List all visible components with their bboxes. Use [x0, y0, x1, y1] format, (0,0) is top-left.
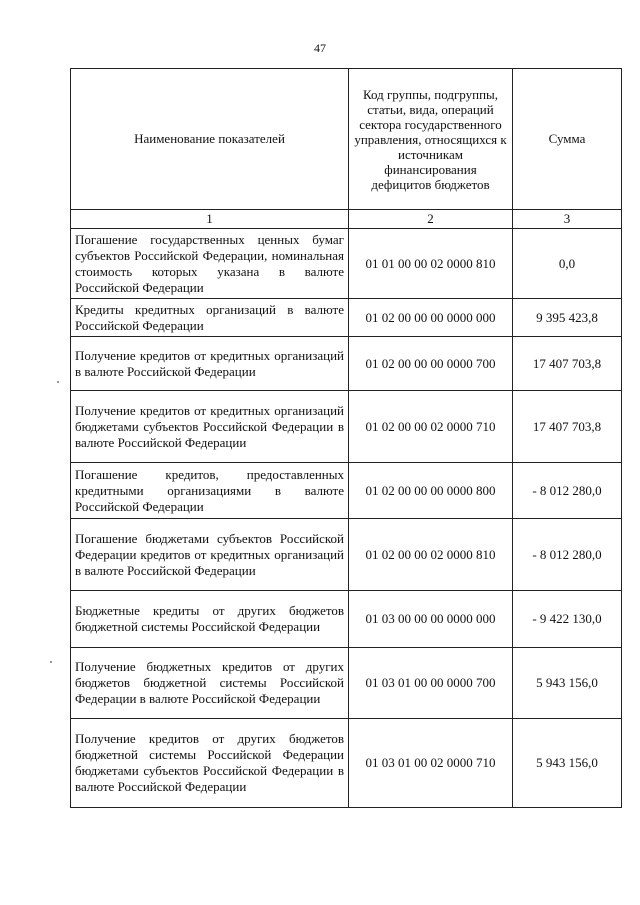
row-name: Погашение государственных ценных бумаг субъектов Российской Федерации, номинальная стоимость которых указана в валюте Российской Федерации — [71, 229, 349, 299]
row-name: Получение кредитов от других бюджетов бюджетной системы Российской Федерации бюджетами субъектов Российской Федерации в валюте Российской Федерации — [71, 719, 349, 808]
row-code: 01 02 00 00 00 0000 800 — [349, 463, 513, 519]
row-sum: 0,0 — [513, 229, 622, 299]
column-number: 2 — [349, 210, 513, 229]
page-number: 47 — [314, 41, 326, 55]
row-sum: 17 407 703,8 — [513, 391, 622, 463]
row-sum: 9 395 423,8 — [513, 299, 622, 337]
row-sum: 5 943 156,0 — [513, 648, 622, 719]
scan-speck — [50, 661, 52, 663]
row-code: 01 03 01 00 02 0000 710 — [349, 719, 513, 808]
row-name: Погашение бюджетами субъектов Российской Федерации кредитов от кредитных организаций в валюте Российской Федерации — [71, 519, 349, 591]
table-row — [71, 391, 622, 463]
table-row — [71, 648, 622, 719]
row-name: Погашение кредитов, предоставленных кредитными организациями в валюте Российской Федерации — [71, 463, 349, 519]
row-name: Получение кредитов от кредитных организаций в валюте Российской Федерации — [71, 337, 349, 391]
scan-speck — [57, 381, 59, 383]
financing-table — [70, 68, 622, 808]
row-name: Бюджетные кредиты от других бюджетов бюджетной системы Российской Федерации — [71, 591, 349, 648]
table-row — [71, 519, 622, 591]
row-code: 01 02 00 00 02 0000 810 — [349, 519, 513, 591]
column-number: 1 — [71, 210, 349, 229]
header-code: Код группы, подгруппы, статьи, вида, операций сектора государственного управления, относящихся к источникам финансирования дефицитов бюджетов — [349, 69, 513, 210]
table-row — [71, 591, 622, 648]
row-code: 01 02 00 00 02 0000 710 — [349, 391, 513, 463]
table-row — [71, 229, 622, 299]
row-code: 01 02 00 00 00 0000 700 — [349, 337, 513, 391]
column-number-row — [71, 210, 622, 229]
table-header-row — [71, 69, 622, 210]
table-row — [71, 463, 622, 519]
column-number: 3 — [513, 210, 622, 229]
row-name: Получение кредитов от кредитных организаций бюджетами субъектов Российской Федерации в валюте Российской Федерации — [71, 391, 349, 463]
row-code: 01 03 01 00 00 0000 700 — [349, 648, 513, 719]
row-code: 01 03 00 00 00 0000 000 — [349, 591, 513, 648]
row-name: Кредиты кредитных организаций в валюте Российской Федерации — [71, 299, 349, 337]
header-name: Наименование показателей — [71, 69, 349, 210]
row-sum: 5 943 156,0 — [513, 719, 622, 808]
row-name: Получение бюджетных кредитов от других бюджетов бюджетной системы Российской Федерации в валюте Российской Федерации — [71, 648, 349, 719]
table-row — [71, 337, 622, 391]
row-sum: - 9 422 130,0 — [513, 591, 622, 648]
row-code: 01 01 00 00 02 0000 810 — [349, 229, 513, 299]
row-sum: - 8 012 280,0 — [513, 463, 622, 519]
row-code: 01 02 00 00 00 0000 000 — [349, 299, 513, 337]
header-sum: Сумма — [513, 69, 622, 210]
row-sum: 17 407 703,8 — [513, 337, 622, 391]
table-row — [71, 299, 622, 337]
row-sum: - 8 012 280,0 — [513, 519, 622, 591]
table-row — [71, 719, 622, 808]
